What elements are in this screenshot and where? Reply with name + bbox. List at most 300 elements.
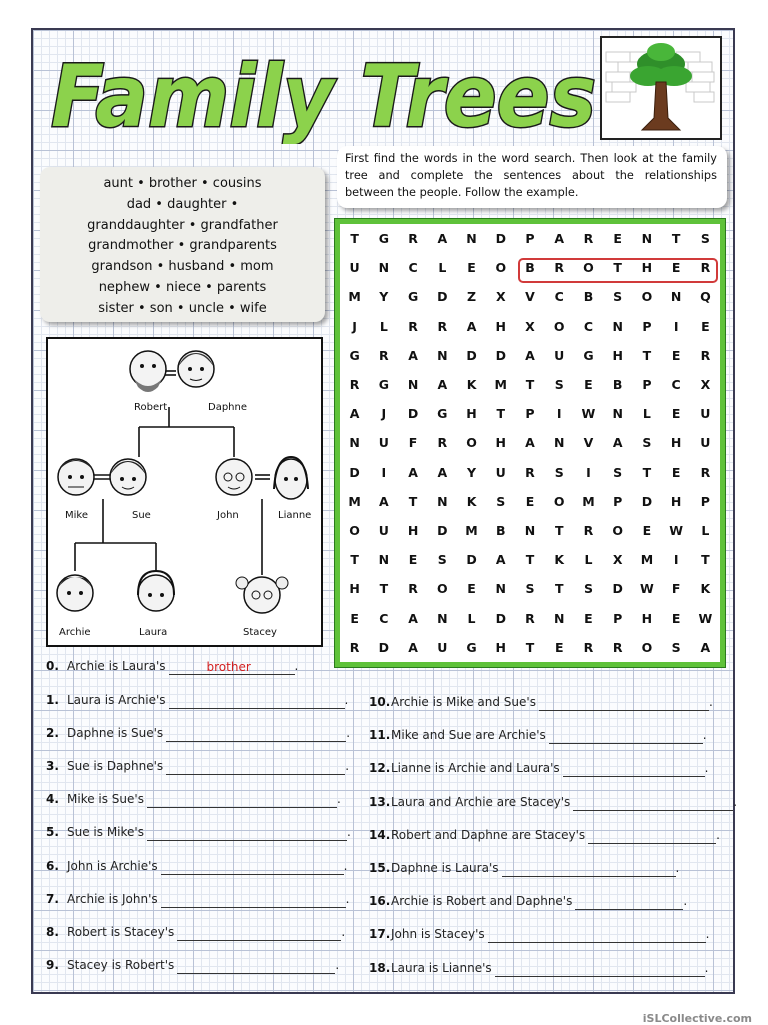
word-search-letter[interactable]: U xyxy=(700,406,711,422)
face-mike xyxy=(58,459,94,495)
word-search-letter[interactable]: H xyxy=(466,406,477,422)
answer-blank[interactable] xyxy=(166,760,345,775)
word-search-letter[interactable]: O xyxy=(641,639,653,655)
word-search-letter[interactable]: P xyxy=(642,318,652,334)
word-search-letter[interactable]: F xyxy=(671,581,681,597)
word-search-letter[interactable]: O xyxy=(349,523,360,539)
answer-blank[interactable] xyxy=(588,829,716,844)
word-search-letter[interactable]: V xyxy=(583,435,594,451)
word-search-letter[interactable]: R xyxy=(554,260,565,276)
word-search-letter[interactable]: N xyxy=(437,347,448,363)
word-search-letter[interactable]: O xyxy=(583,260,594,276)
question-number: 12. xyxy=(369,761,391,776)
question-number: 16. xyxy=(369,894,391,909)
answer-blank[interactable] xyxy=(161,893,346,908)
word-search-letter[interactable]: W xyxy=(640,581,654,597)
word-search-letter[interactable]: T xyxy=(350,552,359,568)
word-search-letter[interactable]: M xyxy=(348,289,361,305)
word-search-letter[interactable]: P xyxy=(613,493,623,509)
word-search-letter[interactable]: A xyxy=(525,347,535,363)
answer-blank[interactable] xyxy=(161,860,344,875)
face-stacey xyxy=(236,577,288,613)
word-search-letter[interactable]: N xyxy=(553,610,565,626)
word-search-letter[interactable]: T xyxy=(525,639,535,655)
word-search-letter[interactable]: O xyxy=(553,493,565,509)
tree-icon xyxy=(600,36,722,140)
word-search-letter[interactable]: Z xyxy=(466,289,477,305)
word-search-letter[interactable]: K xyxy=(700,581,711,597)
word-search-letter[interactable]: S xyxy=(700,231,710,247)
answer-blank[interactable] xyxy=(169,660,295,675)
word-search-letter[interactable]: T xyxy=(496,406,506,422)
word-search-letter[interactable]: D xyxy=(641,493,653,509)
word-search-letter[interactable]: D xyxy=(437,289,448,305)
word-search-letter[interactable]: R xyxy=(700,347,711,363)
title-text: Family Trees xyxy=(51,47,596,144)
question-item: 18.Laura is Lianne's . xyxy=(369,960,709,975)
question-item: 15.Daphne is Laura's . xyxy=(369,861,680,875)
word-search-letter[interactable]: N xyxy=(437,493,448,509)
label-robert: Robert xyxy=(134,402,168,413)
word-search-letter[interactable]: Y xyxy=(467,464,477,480)
word-search-letter[interactable]: D xyxy=(612,581,623,597)
word-search-letter[interactable]: R xyxy=(349,639,360,655)
word-search-letter[interactable]: C xyxy=(583,318,594,334)
word-search-letter[interactable]: D xyxy=(495,610,506,626)
word-search-letter[interactable]: E xyxy=(467,260,476,276)
word-search-letter[interactable]: A xyxy=(378,493,389,509)
question-text: John is Archie's xyxy=(67,858,158,873)
word-search-letter[interactable]: D xyxy=(495,347,506,363)
word-search-letter[interactable]: H xyxy=(495,639,506,655)
word-bank-line: grandmother • grandparents xyxy=(88,238,277,254)
word-search-letter[interactable]: R xyxy=(525,610,535,626)
word-search-letter[interactable]: M xyxy=(640,552,654,568)
word-search-letter[interactable]: G xyxy=(407,289,419,305)
word-search-letter[interactable]: E xyxy=(642,523,652,539)
answer-blank[interactable] xyxy=(166,727,346,742)
word-search-letter[interactable]: I xyxy=(586,464,591,480)
word-bank-line: nephew • niece • parents xyxy=(98,279,267,295)
word-search-letter[interactable]: E xyxy=(701,318,710,334)
word-search-letter[interactable]: P xyxy=(700,493,710,509)
word-search-letter[interactable]: U xyxy=(437,639,448,655)
word-search-letter[interactable]: R xyxy=(408,318,418,334)
word-search-letter[interactable]: R xyxy=(437,435,448,451)
word-search-letter[interactable]: S xyxy=(583,581,593,597)
word-search-letter[interactable]: K xyxy=(554,552,565,568)
word-search-letter[interactable]: L xyxy=(642,406,651,422)
watermark: iSLCollective.com xyxy=(642,1012,752,1025)
word-search-letter[interactable]: R xyxy=(525,464,535,480)
question-number: 0. xyxy=(46,659,59,673)
word-search-letter[interactable]: U xyxy=(554,347,565,363)
word-search-letter[interactable]: S xyxy=(613,464,623,480)
word-search-letter[interactable]: L xyxy=(379,318,388,334)
face-john xyxy=(216,459,252,495)
word-bank-line: dad • daughter • xyxy=(126,196,239,212)
face-laura xyxy=(138,571,174,611)
question-item: 17.John is Stacey's . xyxy=(369,927,710,942)
answer-blank[interactable] xyxy=(575,895,683,910)
word-search-letter[interactable]: A xyxy=(437,377,448,393)
word-search-letter[interactable]: D xyxy=(407,406,419,422)
word-search-letter[interactable]: R xyxy=(583,639,594,655)
question-number: 7. xyxy=(46,891,59,906)
word-search-letter[interactable]: E xyxy=(525,493,535,509)
word-search-letter[interactable]: A xyxy=(554,231,565,247)
question-text: Daphne is Sue's xyxy=(67,726,164,741)
word-search-letter[interactable]: T xyxy=(701,552,710,568)
word-search-letter[interactable]: X xyxy=(495,289,506,305)
word-search-letter[interactable]: T xyxy=(554,581,564,597)
word-search-letter[interactable]: A xyxy=(437,231,448,247)
word-search-letter[interactable]: N xyxy=(641,231,653,247)
question-number: 2. xyxy=(46,726,59,741)
word-search-letter[interactable]: G xyxy=(378,377,389,393)
question-item: 9. Stacey is Robert's . xyxy=(46,957,340,972)
word-search-letter[interactable]: H xyxy=(641,610,653,626)
face-daphne xyxy=(178,351,214,387)
word-search-letter[interactable]: N xyxy=(670,289,682,305)
word-search-letter[interactable]: H xyxy=(612,347,623,363)
label-stacey: Stacey xyxy=(243,627,277,638)
word-search-letter[interactable]: L xyxy=(701,523,710,539)
word-search-letter[interactable]: A xyxy=(700,639,711,655)
word-search-letter[interactable]: H xyxy=(641,260,653,276)
word-search xyxy=(334,218,726,668)
word-search-letter[interactable]: E xyxy=(613,231,622,247)
word-search-letter[interactable]: S xyxy=(525,581,535,597)
word-search-letter[interactable]: X xyxy=(700,377,711,393)
question-item: 14.Robert and Daphne are Stacey's . xyxy=(369,827,720,842)
word-search-letter[interactable]: B xyxy=(495,523,506,539)
word-search-letter[interactable]: O xyxy=(466,435,477,451)
word-search-letter[interactable]: S xyxy=(671,639,681,655)
word-search-letter[interactable]: B xyxy=(583,289,594,305)
word-search-letter[interactable]: G xyxy=(583,347,594,363)
word-search-letter[interactable]: M xyxy=(348,493,361,509)
word-search-letter[interactable]: A xyxy=(437,464,448,480)
word-search-letter[interactable]: N xyxy=(378,552,390,568)
word-search-letter[interactable]: X xyxy=(525,318,535,334)
word-search-letter[interactable]: H xyxy=(349,581,360,597)
label-john: John xyxy=(217,510,239,521)
question-number: 18. xyxy=(369,960,391,975)
word-search-letter[interactable]: T xyxy=(642,464,652,480)
question-item: 4. Mike is Sue's . xyxy=(46,792,341,807)
word-search-letter[interactable]: D xyxy=(378,639,390,655)
question-item: 11.Mike and Sue are Archie's . xyxy=(369,728,707,743)
word-search-grid xyxy=(340,224,720,662)
word-search-letter[interactable]: R xyxy=(583,523,594,539)
question-item: 7. Archie is John's . xyxy=(46,891,350,906)
word-search-letter[interactable]: U xyxy=(349,260,360,276)
answer-blank[interactable] xyxy=(147,826,347,841)
word-search-letter[interactable]: H xyxy=(495,435,506,451)
word-search-letter[interactable]: W xyxy=(669,523,684,539)
word-search-letter[interactable]: C xyxy=(554,289,564,305)
word-search-letter[interactable]: A xyxy=(466,318,477,334)
found-word-highlight xyxy=(518,258,718,283)
word-search-letter[interactable]: R xyxy=(700,464,711,480)
word-search-letter[interactable]: D xyxy=(466,552,477,568)
word-search-letter[interactable]: L xyxy=(584,552,593,568)
label-laura: Laura xyxy=(139,627,168,638)
word-search-letter[interactable]: S xyxy=(437,552,447,568)
word-search-letter[interactable]: J xyxy=(381,406,387,422)
word-search-letter[interactable]: U xyxy=(700,435,711,451)
word-search-letter[interactable]: O xyxy=(436,581,448,597)
word-search-letter[interactable]: M xyxy=(494,377,507,393)
question-text: Daphne is Laura's xyxy=(391,861,499,875)
question-text: Robert and Daphne are Stacey's xyxy=(391,827,586,842)
word-bank-line: granddaughter • grandfather xyxy=(87,217,278,233)
question-item: 0. Archie is Laura's brother . xyxy=(46,659,299,674)
family-tree xyxy=(46,337,323,647)
question-text: Archie is Laura's xyxy=(67,659,166,673)
word-search-letter[interactable]: O xyxy=(553,318,565,334)
word-search-letter[interactable]: C xyxy=(408,260,418,276)
word-search-letter[interactable]: P xyxy=(613,610,623,626)
word-search-letter[interactable]: R xyxy=(583,231,594,247)
word-search-letter[interactable]: N xyxy=(349,435,360,451)
word-search-letter[interactable]: I xyxy=(381,464,387,480)
question-item: 2. Daphne is Sue's . xyxy=(46,726,351,741)
word-search-letter[interactable]: R xyxy=(349,377,360,393)
question-item: 13.Laura and Archie are Stacey's . xyxy=(369,794,738,809)
word-search-letter[interactable]: P xyxy=(525,406,535,422)
question-text: Archie is John's xyxy=(67,891,158,906)
word-search-letter[interactable]: T xyxy=(671,231,681,247)
answer-blank[interactable] xyxy=(573,796,733,811)
word-search-letter[interactable]: A xyxy=(525,435,535,451)
question-number: 6. xyxy=(46,858,59,873)
word-search-letter[interactable]: E xyxy=(408,552,418,568)
word-search-letter[interactable]: A xyxy=(612,435,623,451)
face-archie xyxy=(57,575,93,611)
word-search-letter[interactable]: D xyxy=(495,231,506,247)
word-search-letter[interactable]: A xyxy=(408,464,418,480)
word-search-letter[interactable]: T xyxy=(350,231,359,247)
face-robert xyxy=(130,351,166,392)
question-text: Laura is Archie's xyxy=(67,693,166,707)
word-search-letter[interactable]: R xyxy=(408,581,418,597)
word-search-letter[interactable]: E xyxy=(584,610,593,626)
word-search-letter[interactable]: E xyxy=(554,639,564,655)
word-search-letter[interactable]: E xyxy=(350,610,359,626)
word-search-letter[interactable]: U xyxy=(378,523,389,539)
question-number: 8. xyxy=(46,924,59,939)
word-search-letter[interactable]: R xyxy=(437,318,448,334)
word-bank-line: grandson • husband • mom xyxy=(91,259,274,275)
word-search-letter[interactable]: S xyxy=(554,377,564,393)
question-text: Stacey is Robert's xyxy=(67,957,175,972)
word-search-letter[interactable]: N xyxy=(612,318,623,334)
word-search-letter[interactable]: H xyxy=(670,493,682,509)
word-search-letter[interactable]: G xyxy=(437,406,448,422)
word-bank-line: aunt • brother • cousins xyxy=(103,176,262,191)
word-search-letter[interactable]: B xyxy=(612,377,623,393)
word-search-letter[interactable]: A xyxy=(495,552,506,568)
word-search-letter[interactable]: E xyxy=(584,377,593,393)
answer-blank[interactable] xyxy=(539,696,709,711)
answer-blank[interactable] xyxy=(495,962,705,977)
word-search-letter[interactable]: A xyxy=(408,639,418,655)
answer-blank[interactable] xyxy=(549,729,703,744)
word-search-letter[interactable]: C xyxy=(671,377,681,393)
word-search-letter[interactable]: S xyxy=(642,435,652,451)
question-text: Mike and Sue are Archie's xyxy=(391,728,546,743)
label-archie: Archie xyxy=(59,627,91,638)
question-text: Laura and Archie are Stacey's xyxy=(391,794,571,809)
question-number: 10. xyxy=(369,695,391,709)
word-search-letter[interactable]: G xyxy=(378,231,389,247)
question-number: 1. xyxy=(46,693,59,707)
word-search-letter[interactable]: G xyxy=(349,347,360,363)
word-search-letter[interactable]: D xyxy=(466,347,477,363)
word-search-letter[interactable]: H xyxy=(495,318,506,334)
word-search-letter[interactable]: K xyxy=(466,377,477,393)
word-search-letter[interactable]: I xyxy=(673,552,679,568)
word-search-letter[interactable]: M xyxy=(465,523,478,539)
label-lianne: Lianne xyxy=(278,510,312,521)
question-item: 12.Lianne is Archie and Laura's . xyxy=(369,761,709,776)
word-search-letter[interactable]: N xyxy=(437,610,448,626)
word-search-letter[interactable]: N xyxy=(466,231,477,247)
word-search-letter[interactable]: E xyxy=(671,464,681,480)
answer-blank[interactable] xyxy=(177,959,335,974)
word-search-letter[interactable]: D xyxy=(349,464,360,480)
word-search-letter[interactable]: R xyxy=(408,231,418,247)
word-search-letter[interactable]: C xyxy=(379,610,389,626)
question-text: Robert is Stacey's xyxy=(67,924,175,939)
word-search-letter[interactable]: S xyxy=(554,464,564,480)
question-text: John is Stacey's xyxy=(391,927,485,942)
word-search-letter[interactable]: T xyxy=(408,493,418,509)
word-search-letter[interactable]: B xyxy=(525,260,535,276)
word-search-letter[interactable]: H xyxy=(407,523,419,539)
question-item: 16.Archie is Robert and Daphne's . xyxy=(369,894,688,909)
answer-blank[interactable] xyxy=(502,862,676,877)
word-search-letter[interactable]: A xyxy=(408,347,418,363)
word-search-letter[interactable]: T xyxy=(525,377,535,393)
word-search-letter[interactable]: A xyxy=(408,610,418,626)
label-mike: Mike xyxy=(65,510,88,521)
word-search-letter[interactable]: I xyxy=(673,318,679,334)
word-search-letter[interactable]: T xyxy=(613,260,622,276)
word-search-letter[interactable]: K xyxy=(466,493,477,509)
word-search-letter[interactable]: L xyxy=(438,260,447,276)
word-search-letter[interactable]: R xyxy=(612,639,623,655)
word-search-letter[interactable]: R xyxy=(700,260,711,276)
word-search-letter[interactable]: R xyxy=(379,347,389,363)
question-number: 4. xyxy=(46,792,59,807)
word-search-letter[interactable]: W xyxy=(581,406,596,422)
word-search-letter[interactable]: D xyxy=(437,523,448,539)
question-number: 14. xyxy=(369,827,391,842)
word-search-letter[interactable]: O xyxy=(495,260,507,276)
word-search-letter[interactable]: U xyxy=(495,464,506,480)
example-answer: brother xyxy=(206,660,251,674)
word-search-letter[interactable]: L xyxy=(467,610,476,626)
word-search-letter[interactable]: S xyxy=(613,289,623,305)
label-daphne: Daphne xyxy=(208,402,248,413)
label-sue: Sue xyxy=(132,510,151,521)
word-search-letter[interactable]: V xyxy=(525,289,535,305)
word-search-letter[interactable]: E xyxy=(671,406,681,422)
word-bank xyxy=(40,167,325,322)
word-search-letter[interactable]: N xyxy=(524,523,536,539)
face-sue xyxy=(110,459,146,495)
word-search-letter[interactable]: N xyxy=(407,377,419,393)
answer-blank[interactable] xyxy=(563,762,705,777)
word-search-letter[interactable]: T xyxy=(554,523,564,539)
word-search-letter[interactable]: E xyxy=(467,581,476,597)
word-search-letter[interactable]: N xyxy=(378,260,390,276)
page-title xyxy=(45,34,605,144)
question-item: 10.Archie is Mike and Sue's . xyxy=(369,695,713,709)
word-search-letter[interactable]: N xyxy=(612,406,623,422)
question-item: 8. Robert is Stacey's . xyxy=(46,924,346,939)
word-search-letter[interactable]: H xyxy=(670,435,682,451)
question-item: 6. John is Archie's . xyxy=(46,858,348,873)
word-search-letter[interactable]: O xyxy=(641,289,653,305)
word-search-letter[interactable]: P xyxy=(525,231,535,247)
question-number: 3. xyxy=(46,759,59,774)
answer-blank[interactable] xyxy=(169,694,345,709)
instructions: First find the words in the word search. Then look at the family tree and complete the sentences about the relationships between the people. Follow the example. xyxy=(337,146,727,208)
word-search-letter[interactable]: A xyxy=(349,406,360,422)
word-search-letter[interactable]: T xyxy=(525,552,535,568)
question-text: Sue is Mike's xyxy=(67,825,144,840)
question-text: Lianne is Archie and Laura's xyxy=(391,761,560,776)
word-search-letter[interactable]: J xyxy=(352,318,357,334)
question-text: Laura is Lianne's xyxy=(391,960,492,975)
question-text: Archie is Robert and Daphne's xyxy=(391,894,573,909)
answer-blank[interactable] xyxy=(147,793,337,808)
word-search-letter[interactable]: T xyxy=(642,347,652,363)
word-search-letter[interactable]: I xyxy=(556,406,562,422)
answer-blank[interactable] xyxy=(488,928,706,943)
word-search-letter[interactable]: E xyxy=(671,347,681,363)
question-text: Archie is Mike and Sue's xyxy=(391,695,536,709)
word-search-letter[interactable]: U xyxy=(378,435,389,451)
answer-blank[interactable] xyxy=(177,926,341,941)
word-search-letter[interactable]: T xyxy=(379,581,389,597)
word-search-letter[interactable]: F xyxy=(408,435,418,451)
word-search-letter[interactable]: N xyxy=(553,435,565,451)
word-bank-line: sister • son • uncle • wife xyxy=(98,300,267,316)
word-search-letter[interactable]: X xyxy=(612,552,623,568)
word-search-letter[interactable]: G xyxy=(466,639,477,655)
word-search-letter[interactable]: W xyxy=(698,610,713,626)
question-item: 1. Laura is Archie's . xyxy=(46,693,349,707)
word-search-letter[interactable]: M xyxy=(582,493,595,509)
question-number: 5. xyxy=(46,825,59,840)
question-text: Mike is Sue's xyxy=(67,792,144,807)
word-search-letter[interactable]: S xyxy=(496,493,506,509)
word-search-letter[interactable]: Q xyxy=(700,289,711,305)
question-item: 5. Sue is Mike's . xyxy=(46,825,351,840)
word-search-letter[interactable]: E xyxy=(671,260,681,276)
word-search-letter[interactable]: P xyxy=(642,377,652,393)
word-search-letter[interactable]: O xyxy=(612,523,623,539)
word-search-letter[interactable]: N xyxy=(495,581,506,597)
word-search-letter[interactable]: E xyxy=(671,610,681,626)
face-lianne xyxy=(274,457,308,499)
word-search-letter[interactable]: Y xyxy=(379,289,389,305)
